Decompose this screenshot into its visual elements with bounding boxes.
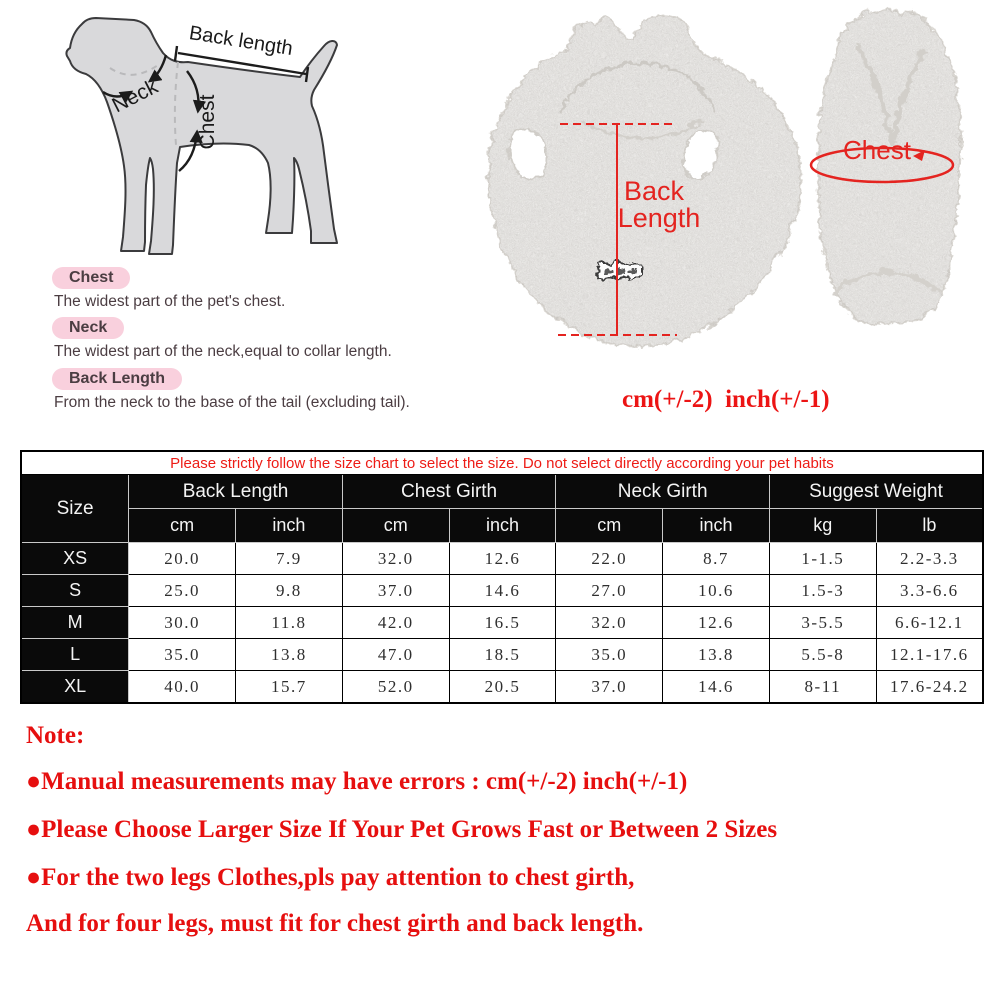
note-item: ●Manual measurements may have errors : cm(+/-2) inch(+/-1) (26, 768, 688, 795)
table-row (21, 607, 983, 639)
neck-label: Neck (108, 75, 162, 118)
table-cell: 52.0 (342, 671, 449, 704)
table-row (21, 671, 983, 704)
table-cell: 3.3-6.6 (876, 575, 983, 607)
table-cell: 14.6 (663, 671, 770, 704)
table-cell: 2.2-3.3 (876, 543, 983, 575)
photo-back-length-line2: Length (617, 203, 701, 233)
table-cell: 42.0 (342, 607, 449, 639)
table-row (21, 543, 983, 575)
table-cell: 13.8 (663, 639, 770, 671)
note-title: Note: (26, 722, 85, 749)
table-cell: 8.7 (663, 543, 770, 575)
note-item: And for four legs, must fit for chest girth and back length. (26, 910, 644, 937)
table-cell: 37.0 (342, 575, 449, 607)
note-item: ●Please Choose Larger Size If Your Pet Grows Fast or Between 2 Sizes (26, 816, 778, 843)
table-cell: 5.5-8 (769, 639, 876, 671)
unit-header: lb (876, 509, 983, 543)
photo-back-length-line1: Back (623, 176, 685, 206)
table-cell: 22.0 (556, 543, 663, 575)
table-cell: 47.0 (342, 639, 449, 671)
table-cell: 25.0 (129, 575, 236, 607)
definition-chest (52, 267, 492, 311)
neck-definition-text: The widest part of the neck,equal to collar length. (54, 343, 392, 360)
table-cell: 35.0 (556, 639, 663, 671)
table-group-header-row (21, 475, 983, 509)
back-length-label: Back length (187, 22, 295, 61)
table-cell: 10.6 (663, 575, 770, 607)
size-label: XS (21, 543, 129, 575)
table-cell: 9.8 (236, 575, 343, 607)
table-cell: 35.0 (129, 639, 236, 671)
size-label: S (21, 575, 129, 607)
table-cell: 40.0 (129, 671, 236, 704)
table-caption-row (21, 451, 983, 475)
size-chart-table (20, 450, 984, 704)
table-cell: 1.5-3 (769, 575, 876, 607)
garment-front-photo (793, 3, 1000, 358)
table-cell: 20.0 (129, 543, 236, 575)
table-caption: Please strictly follow the size chart to select the size. Do not select directly according your pet habits (21, 451, 983, 475)
tolerance-note: cm(+/-2) inch(+/-1) (622, 386, 830, 413)
neck-term-pill: Neck (52, 317, 124, 339)
table-cell: 37.0 (556, 671, 663, 704)
table-cell: 32.0 (556, 607, 663, 639)
table-cell: 12.6 (663, 607, 770, 639)
table-cell: 18.5 (449, 639, 556, 671)
table-cell: 27.0 (556, 575, 663, 607)
table-cell: 16.5 (449, 607, 556, 639)
table-cell: 14.6 (449, 575, 556, 607)
unit-header: cm (342, 509, 449, 543)
size-label: M (21, 607, 129, 639)
table-cell: 6.6-12.1 (876, 607, 983, 639)
table-cell: 15.7 (236, 671, 343, 704)
table-row (21, 639, 983, 671)
unit-header: cm (556, 509, 663, 543)
garment-back-photo (440, 0, 810, 365)
chest-definition-text: The widest part of the pet's chest. (54, 293, 286, 310)
size-column-header: Size (21, 475, 129, 543)
chest-term-pill: Chest (52, 267, 130, 289)
unit-header: kg (769, 509, 876, 543)
table-unit-header-row (21, 509, 983, 543)
chest-label: Chest (196, 94, 219, 150)
back-length-term-pill: Back Length (52, 368, 182, 390)
table-cell: 11.8 (236, 607, 343, 639)
group-suggest-weight: Suggest Weight (769, 475, 983, 509)
group-back-length: Back Length (129, 475, 343, 509)
table-cell: 1-1.5 (769, 543, 876, 575)
unit-header: inch (663, 509, 770, 543)
photo-chest-label: Chest (843, 135, 911, 165)
group-neck-girth: Neck Girth (556, 475, 770, 509)
size-label: L (21, 639, 129, 671)
table-cell: 30.0 (129, 607, 236, 639)
table-cell: 12.6 (449, 543, 556, 575)
table-cell: 3-5.5 (769, 607, 876, 639)
unit-header: inch (236, 509, 343, 543)
unit-header: cm (129, 509, 236, 543)
garment-front-body (816, 7, 959, 322)
table-cell: 20.5 (449, 671, 556, 704)
dog-measurement-diagram (10, 5, 355, 270)
back-length-definition-text: From the neck to the base of the tail (excluding tail). (54, 394, 410, 411)
table-cell: 8-11 (769, 671, 876, 704)
group-chest-girth: Chest Girth (342, 475, 556, 509)
note-item: ●For the two legs Clothes,pls pay attention to chest girth, (26, 864, 635, 891)
table-cell: 13.8 (236, 639, 343, 671)
table-row (21, 575, 983, 607)
table-cell: 17.6-24.2 (876, 671, 983, 704)
definition-back-length (52, 368, 492, 412)
table-cell: 7.9 (236, 543, 343, 575)
size-label: XL (21, 671, 129, 704)
table-cell: 32.0 (342, 543, 449, 575)
unit-header: inch (449, 509, 556, 543)
definition-neck (52, 317, 492, 361)
table-cell: 12.1-17.6 (876, 639, 983, 671)
